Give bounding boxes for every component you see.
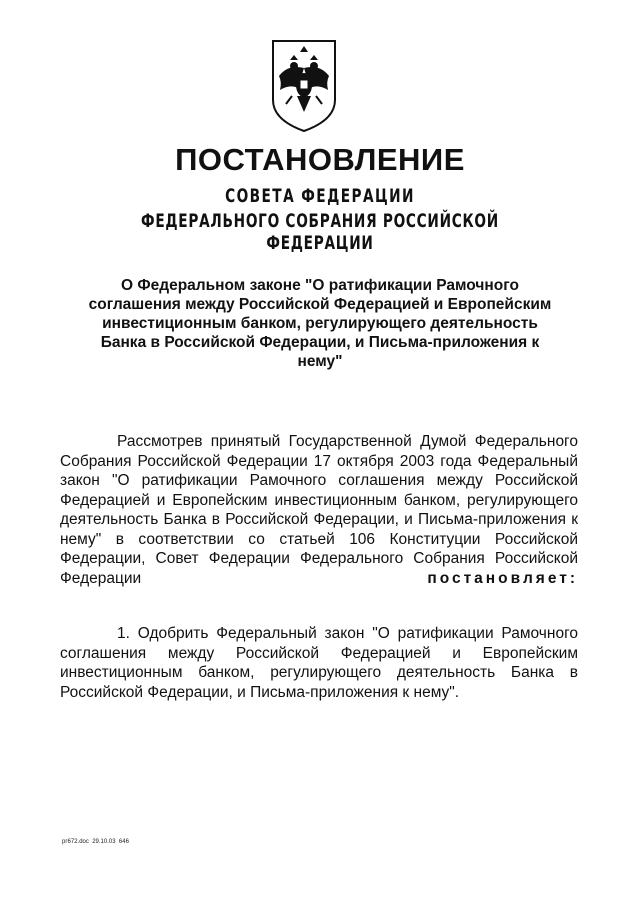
preamble-text: Рассмотрев принятый Государственной Думой Федерального Собрания Российской Федерации 17 октября 2003 года Федеральный закон "О ратификации Рамочного соглашения между Российской Федерацией и Европейским инвестиционным банком, регулирующего деятельность Банка в Российской Федерации, и Письма-приложения к нему" в соответствии со статьей 106 Конституции Российской Федерации, Совет Федерации Федерального Собрания Российской Федерации [60,433,578,587]
document-footer: рг672.doc 29.10.03 646 [62,839,129,845]
issuer-line-2: ФЕДЕРАЛЬНОГО СОБРАНИЯ РОССИЙСКОЙ ФЕДЕРАЦИИ [141,210,499,254]
document-title: ПОСТАНОВЛЕНИЕ [175,142,465,177]
coat-of-arms-icon [270,38,338,134]
issuer-line-1: СОВЕТА ФЕДЕРАЦИИ [225,185,415,207]
resolves-word: постановляет: [427,569,578,587]
preamble-paragraph [60,432,578,588]
resolution-subject: О Федеральном законе "О ратификации Рамочного соглашения между Российской Федерацией и Европейским инвестиционным банком, регулирующего деятельность Банка в Российской Федерации, и Письма-приложения к нему" [88,277,552,370]
clause-1: 1. Одобрить Федеральный закон "О ратификации Рамочного соглашения между Российской Федерацией и Европейским инвестиционным банком, регулирующего деятельность Банка в Российской Федерации, и Письма-приложения к нему". [60,625,578,701]
